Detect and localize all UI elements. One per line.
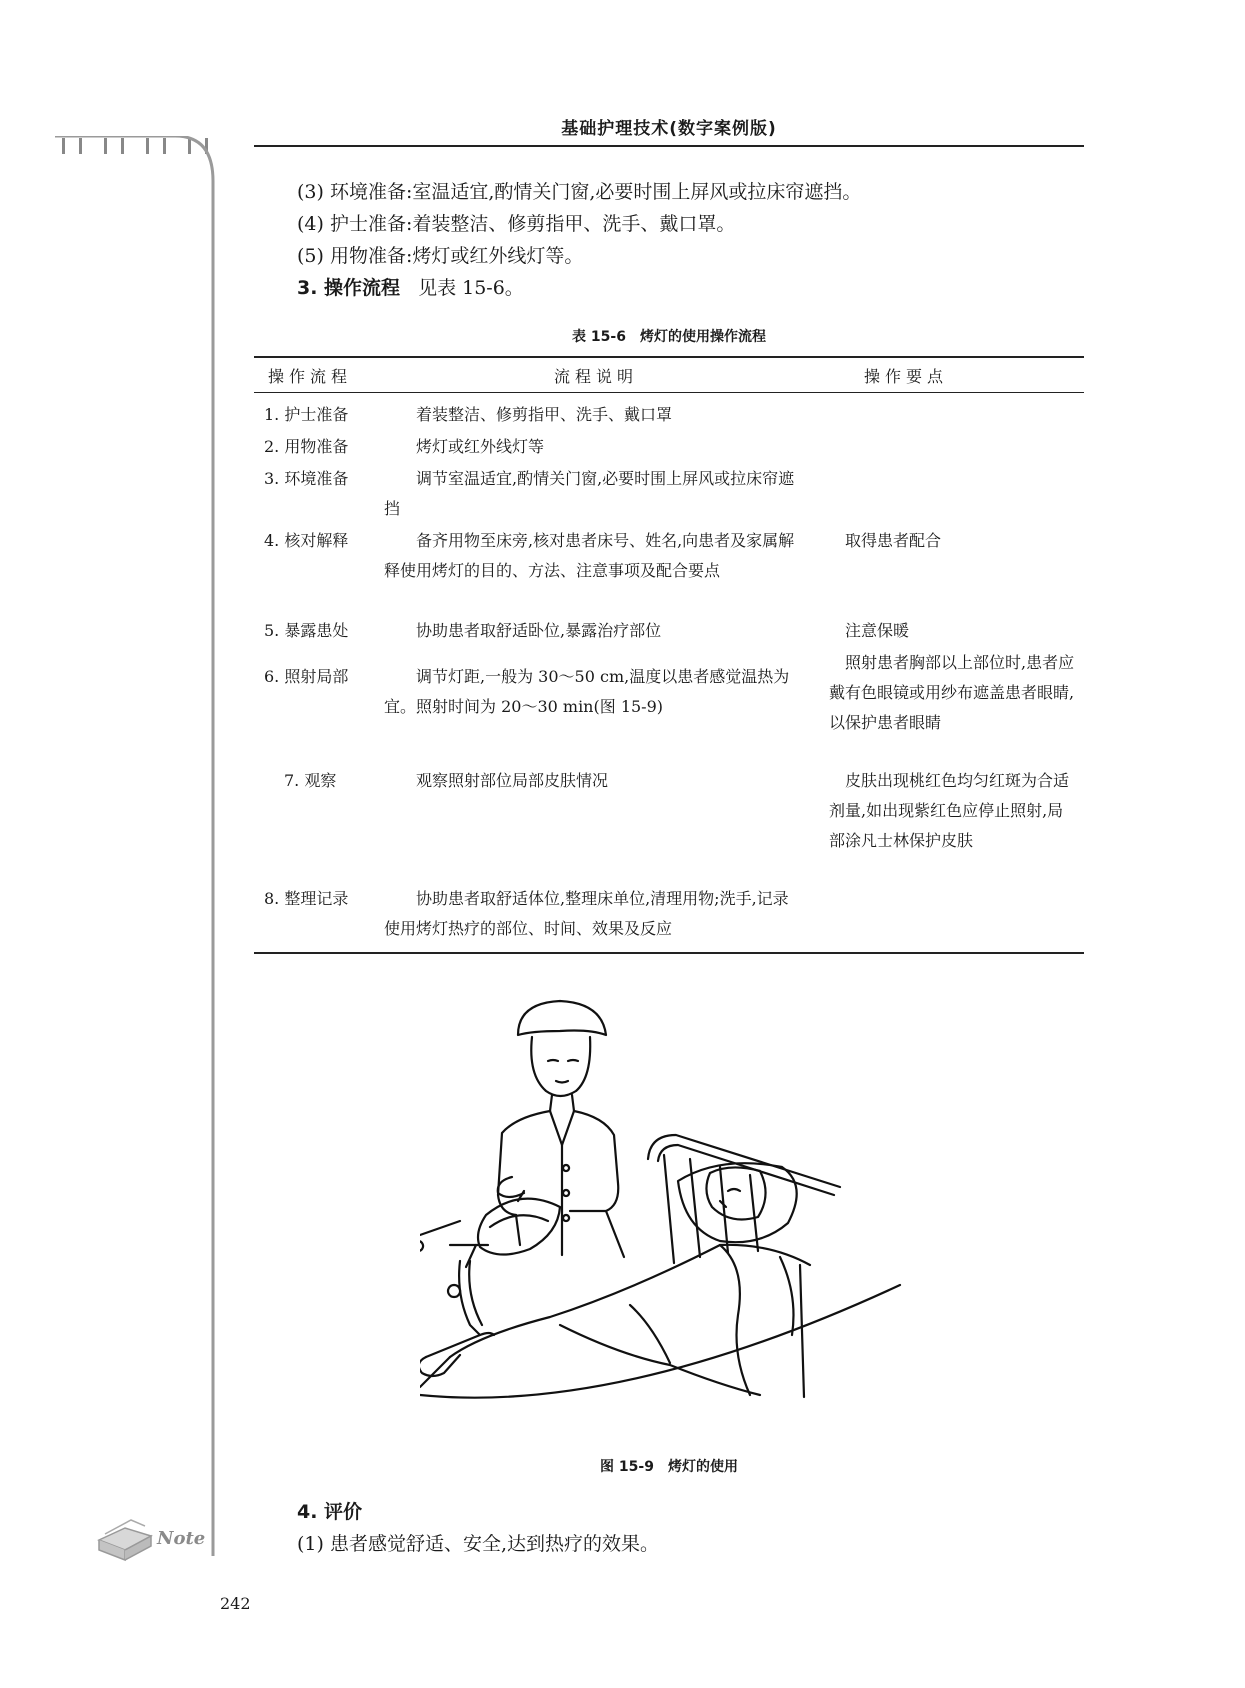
header-desc: 流程说明 [554, 367, 639, 386]
row-step: 6. 照射局部 [264, 667, 349, 686]
table-header-rule [254, 392, 1084, 393]
margin-curve-decoration [55, 136, 235, 1556]
row-step: 2. 用物准备 [264, 437, 349, 456]
running-title: 基础护理技术(数字案例版) [561, 119, 777, 139]
section-4-title: 4. 评价 [297, 1501, 363, 1523]
figure-caption: 图 15-9 烤灯的使用 [600, 1459, 738, 1475]
section-3-text: 见表 15-6。 [418, 277, 524, 299]
row-point: 取得患者配合 [845, 531, 942, 550]
section-3-title: 3. 操作流程 [297, 277, 401, 299]
header-step: 操作流程 [268, 367, 353, 386]
section-4-heading [297, 1500, 380, 1524]
row-step: 3. 环境准备 [264, 469, 349, 488]
row-desc: 着装整洁、修剪指甲、洗手、戴口罩 [416, 405, 673, 424]
procedure-table [254, 356, 1084, 938]
row-step: 7. 观察 [284, 771, 337, 790]
header-point: 操作要点 [864, 367, 949, 386]
table-bottom-rule [254, 952, 1084, 954]
row-step: 4. 核对解释 [264, 531, 349, 550]
row-desc: 调节灯距,一般为 30～50 cm,温度以患者感觉温热为宜。照射时间为 20～30 min(图 15-9) [384, 667, 790, 716]
note-logo [95, 1510, 205, 1565]
row-desc: 协助患者取舒适卧位,暴露治疗部位 [416, 621, 662, 640]
paragraph-nurse: (4) 护士准备:着装整洁、修剪指甲、洗手、戴口罩。 [297, 213, 736, 235]
table-header-row [254, 358, 1084, 392]
row-desc: 协助患者取舒适体位,整理床单位,清理用物;洗手,记录使用烤灯热疗的部位、时间、效果及反应 [384, 889, 789, 938]
section-3-heading [297, 276, 524, 300]
row-point: 皮肤出现桃红色均匀红斑为合适剂量,如出现紫红色应停止照射,局部涂凡士林保护皮肤 [829, 771, 1070, 850]
row-step: 8. 整理记录 [264, 889, 349, 908]
row-step: 5. 暴露患处 [264, 621, 349, 640]
page-number: 242 [220, 1594, 251, 1613]
heat-lamp-illustration [420, 995, 910, 1445]
paragraph-evaluation: (1) 患者感觉舒适、安全,达到热疗的效果。 [297, 1533, 659, 1555]
note-label: Note [157, 1528, 206, 1549]
row-desc: 调节室温适宜,酌情关门窗,必要时围上屏风或拉床帘遮挡 [384, 469, 795, 518]
table-caption: 表 15-6 烤灯的使用操作流程 [572, 329, 766, 345]
paragraph-items: (5) 用物准备:烤灯或红外线灯等。 [297, 245, 584, 267]
row-desc: 备齐用物至床旁,核对患者床号、姓名,向患者及家属解释使用烤灯的目的、方法、注意事项及配合要点 [384, 531, 795, 580]
row-desc: 观察照射部位局部皮肤情况 [416, 771, 609, 790]
header-rule [254, 145, 1084, 147]
row-step: 1. 护士准备 [264, 405, 349, 424]
row-point: 照射患者胸部以上部位时,患者应戴有色眼镜或用纱布遮盖患者眼睛,以保护患者眼睛 [829, 653, 1075, 732]
row-point: 注意保暖 [845, 621, 910, 640]
paragraph-environment: (3) 环境准备:室温适宜,酌情关门窗,必要时围上屏风或拉床帘遮挡。 [297, 181, 862, 203]
row-desc: 烤灯或红外线灯等 [416, 437, 545, 456]
